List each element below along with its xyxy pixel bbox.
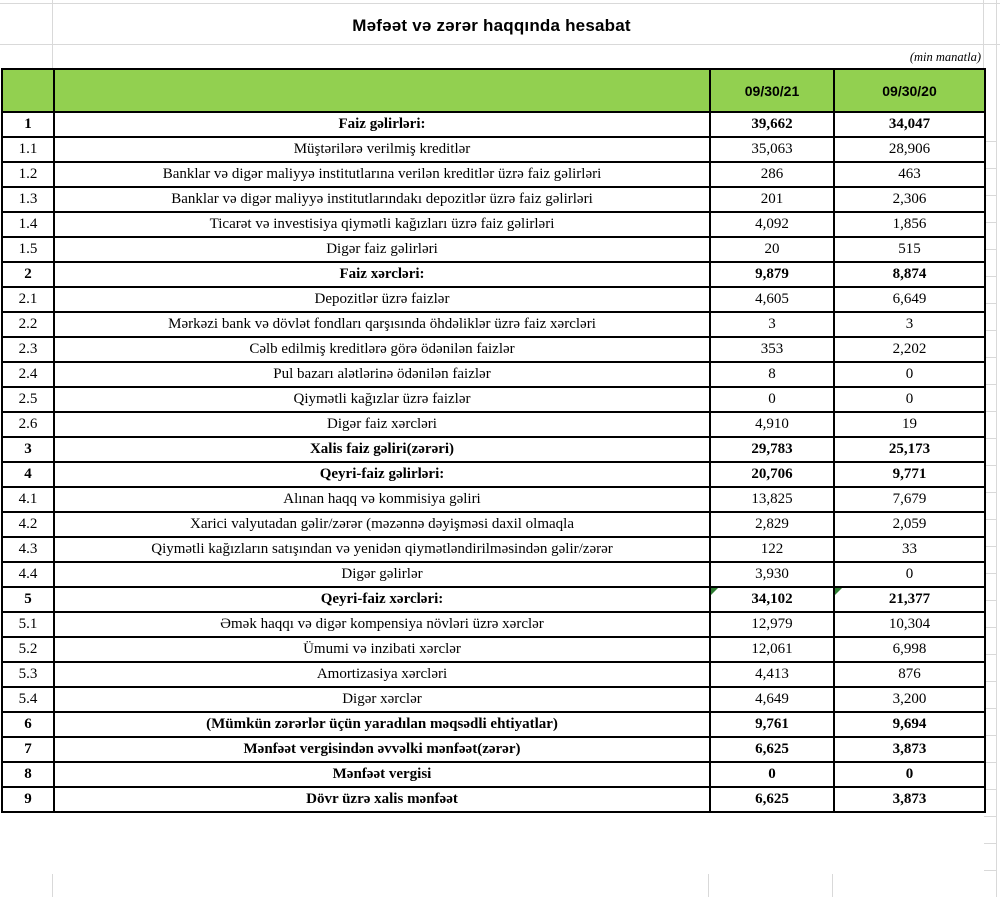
- table-row: [2, 787, 985, 812]
- row-label: Pul bazarı alətlərinə ödənilən faizlər: [273, 366, 491, 382]
- row-label: Cəlb edilmiş kreditlərə görə ödənilən faizlər: [249, 341, 515, 357]
- table-row: [2, 312, 985, 337]
- row-number-cell[interactable]: [2, 362, 54, 387]
- table-row: [2, 712, 985, 737]
- row-number-cell[interactable]: [2, 737, 54, 762]
- row-label: Amortizasiya xərcləri: [316, 666, 448, 682]
- row-value-2020-cell[interactable]: [834, 237, 985, 262]
- report-title: Məfəət və zərər haqqında hesabat: [352, 16, 631, 35]
- table-row: [2, 587, 985, 612]
- units-note: (min manatla): [909, 49, 981, 64]
- row-value-2021-cell[interactable]: [710, 137, 834, 162]
- row-number: 2: [24, 266, 32, 282]
- row-label: Xarici valyutadan gəlir/zərər (məzənnə dəyişməsi daxil olmaqla: [189, 516, 574, 532]
- table-row: [2, 612, 985, 637]
- row-number-cell[interactable]: [2, 212, 54, 237]
- row-value-2020: 3: [905, 316, 914, 332]
- row-label-cell[interactable]: [54, 437, 710, 462]
- row-value-2020-cell[interactable]: [834, 387, 985, 412]
- row-label: Qiymətli kağızların satışından və yenidən qiymətləndirilməsindən gəlir/zərər: [151, 541, 613, 557]
- row-value-2020: 33: [902, 541, 917, 557]
- header-cell-description[interactable]: [54, 69, 710, 112]
- row-label-cell[interactable]: [54, 412, 710, 437]
- row-value-2021-cell[interactable]: [710, 437, 834, 462]
- row-value-2020-cell[interactable]: [834, 437, 985, 462]
- row-number-cell[interactable]: [2, 662, 54, 687]
- row-label: Xalis faiz gəliri(zərəri): [309, 441, 455, 457]
- row-number-cell[interactable]: [2, 412, 54, 437]
- row-value-2021: 20,706: [751, 466, 793, 482]
- row-value-2020: 3,873: [892, 741, 927, 757]
- table-row: [2, 662, 985, 687]
- row-value-2021-cell[interactable]: [710, 312, 834, 337]
- row-label-cell[interactable]: [54, 262, 710, 287]
- row-number: 2.1: [18, 291, 38, 307]
- row-value-2020-cell[interactable]: [834, 187, 985, 212]
- row-label-cell[interactable]: [54, 362, 710, 387]
- table-row: [2, 437, 985, 462]
- table-row: [2, 687, 985, 712]
- row-label: Dövr üzrə xalis mənfəət: [306, 791, 458, 807]
- row-number: 1.3: [18, 191, 38, 207]
- row-value-2020: 9,694: [892, 716, 927, 732]
- row-value-2020: 515: [898, 241, 921, 257]
- row-label: Mərkəzi bank və dövlət fondları qarşısında öhdəliklər üzrə faiz xərcləri: [168, 316, 596, 332]
- table-row: [2, 537, 985, 562]
- table-row: [2, 137, 985, 162]
- gridline: [832, 874, 833, 897]
- row-label: Depozitlər üzrə faizlər: [314, 291, 450, 307]
- table-row: [2, 337, 985, 362]
- row-label-cell[interactable]: [54, 462, 710, 487]
- table-row: [2, 112, 985, 137]
- row-value-2021-cell[interactable]: [710, 262, 834, 287]
- row-value-2020-cell[interactable]: [834, 162, 985, 187]
- row-number-cell[interactable]: [2, 187, 54, 212]
- row-value-2020: 0: [905, 366, 914, 382]
- row-value-2021-cell[interactable]: [710, 187, 834, 212]
- row-value-2020-cell[interactable]: [834, 212, 985, 237]
- row-value-2021-cell[interactable]: [710, 462, 834, 487]
- row-value-2021-cell[interactable]: [710, 362, 834, 387]
- row-label-cell[interactable]: [54, 162, 710, 187]
- row-value-2021: 12,061: [751, 641, 793, 657]
- row-value-2020-cell[interactable]: [834, 312, 985, 337]
- row-value-2020-cell[interactable]: [834, 712, 985, 737]
- gridline: [52, 874, 53, 897]
- row-label-cell[interactable]: [54, 687, 710, 712]
- row-value-2021-cell[interactable]: [710, 512, 834, 537]
- row-label: Digər gəlirlər: [341, 566, 423, 582]
- row-label: Qeyri-faiz gəlirləri:: [319, 466, 445, 482]
- row-label: Banklar və digər maliyyə institutlarındakı depozitlər üzrə faiz gəlirləri: [171, 191, 593, 207]
- row-value-2020-cell[interactable]: [834, 462, 985, 487]
- cell-flag-triangle-icon: [711, 588, 718, 595]
- table-body: [2, 112, 985, 812]
- row-number-cell[interactable]: [2, 137, 54, 162]
- row-value-2020-cell[interactable]: [834, 262, 985, 287]
- row-value-2020: 21,377: [888, 591, 931, 607]
- row-value-2020: 9,771: [892, 466, 927, 482]
- row-label-cell[interactable]: [54, 762, 710, 787]
- row-value-2020: 2,059: [892, 516, 927, 532]
- row-value-2021: 0: [768, 766, 776, 782]
- row-number: 1.1: [18, 141, 38, 157]
- row-number-cell[interactable]: [2, 387, 54, 412]
- row-label: Əmək haqqı və digər kompensiya növləri üzrə xərclər: [220, 616, 544, 632]
- row-label-cell[interactable]: [54, 237, 710, 262]
- row-value-2021-cell[interactable]: [710, 162, 834, 187]
- row-value-2021: 34,102: [751, 591, 793, 607]
- row-value-2021: 4,649: [755, 691, 789, 707]
- row-number: 2.3: [18, 341, 38, 357]
- row-label-cell[interactable]: [54, 537, 710, 562]
- row-value-2021: 4,605: [755, 291, 789, 307]
- row-label: Alınan haqq və kommisiya gəliri: [283, 491, 481, 507]
- row-number: 3: [24, 441, 32, 457]
- header-cell-period-2021[interactable]: 09/30/21: [710, 69, 834, 112]
- table-row: [2, 412, 985, 437]
- row-number: 1.4: [18, 216, 38, 232]
- row-label-cell[interactable]: [54, 487, 710, 512]
- row-value-2020-cell[interactable]: [834, 337, 985, 362]
- row-value-2020: 34,047: [888, 116, 931, 132]
- table-row: [2, 237, 985, 262]
- table-row: [2, 187, 985, 212]
- gridline: [0, 3, 1000, 4]
- row-number-cell[interactable]: [2, 762, 54, 787]
- row-value-2020: 3,873: [892, 791, 927, 807]
- row-value-2021: 6,625: [755, 741, 789, 757]
- row-label-cell[interactable]: [54, 587, 710, 612]
- row-value-2021: 6,625: [755, 791, 789, 807]
- row-value-2020: 2,202: [892, 341, 927, 357]
- row-number-cell[interactable]: [2, 312, 54, 337]
- row-number: 2.2: [18, 316, 38, 332]
- row-value-2020: 3,200: [892, 691, 927, 707]
- row-label-cell[interactable]: [54, 287, 710, 312]
- row-value-2021-cell[interactable]: [710, 712, 834, 737]
- row-value-2020: 0: [905, 391, 914, 407]
- row-value-2020: 19: [902, 416, 917, 432]
- row-label: Digər xərclər: [342, 691, 422, 707]
- row-number: 1.5: [18, 241, 38, 257]
- row-value-2021-cell[interactable]: [710, 662, 834, 687]
- row-number: 4.3: [18, 541, 38, 557]
- row-number: 2.4: [18, 366, 38, 382]
- row-value-2021: 29,783: [751, 441, 793, 457]
- row-value-2020-cell[interactable]: [834, 662, 985, 687]
- row-value-2020-cell[interactable]: [834, 587, 985, 612]
- row-number: 5.2: [18, 641, 38, 657]
- row-value-2020: 6,649: [892, 291, 927, 307]
- row-number: 2.5: [18, 391, 38, 407]
- row-label: Müştərilərə verilmiş kreditlər: [293, 141, 471, 157]
- row-number: 4.1: [18, 491, 38, 507]
- row-value-2021: 9,879: [755, 266, 789, 282]
- table-row: [2, 512, 985, 537]
- row-value-2020-cell[interactable]: [834, 287, 985, 312]
- row-value-2021: 4,413: [755, 666, 789, 682]
- row-value-2021: 9,761: [755, 716, 789, 732]
- row-label: Ticarət və investisiya qiymətli kağızları üzrə faiz gəlirləri: [209, 216, 555, 232]
- table-row: [2, 362, 985, 387]
- row-value-2020: 10,304: [888, 616, 931, 632]
- row-value-2020-cell[interactable]: [834, 737, 985, 762]
- row-value-2020-cell[interactable]: [834, 362, 985, 387]
- row-value-2020-cell[interactable]: [834, 512, 985, 537]
- row-value-2020: 8,874: [892, 266, 927, 282]
- row-value-2020-cell[interactable]: [834, 412, 985, 437]
- row-value-2021: 20: [764, 241, 780, 257]
- row-value-2020-cell[interactable]: [834, 787, 985, 812]
- row-value-2020-cell[interactable]: [834, 112, 985, 137]
- row-label-cell[interactable]: [54, 387, 710, 412]
- table-row: [2, 762, 985, 787]
- row-number: 4.2: [18, 516, 38, 532]
- row-number-cell[interactable]: [2, 462, 54, 487]
- row-label-cell[interactable]: [54, 787, 710, 812]
- row-label: Mənfəət vergisi: [332, 766, 432, 782]
- row-value-2021: 201: [760, 191, 784, 207]
- row-number-cell[interactable]: [2, 587, 54, 612]
- table-row: [2, 387, 985, 412]
- row-value-2021: 4,910: [755, 416, 789, 432]
- row-number-cell[interactable]: [2, 537, 54, 562]
- row-number: 8: [24, 766, 32, 782]
- row-number-cell[interactable]: [2, 112, 54, 137]
- row-number-cell[interactable]: [2, 337, 54, 362]
- row-number: 4.4: [18, 566, 38, 582]
- row-value-2021: 3,930: [755, 566, 789, 582]
- row-value-2021: 8: [768, 366, 776, 382]
- row-value-2020: 25,173: [888, 441, 931, 457]
- row-number: 4: [24, 466, 32, 482]
- row-label-cell[interactable]: [54, 312, 710, 337]
- row-value-2021: 35,063: [751, 141, 793, 157]
- row-value-2021-cell[interactable]: [710, 587, 834, 612]
- table-row: [2, 737, 985, 762]
- row-number-cell[interactable]: [2, 487, 54, 512]
- row-number-cell[interactable]: [2, 287, 54, 312]
- row-value-2021-cell[interactable]: [710, 687, 834, 712]
- table-row: [2, 212, 985, 237]
- row-value-2021-cell[interactable]: [710, 412, 834, 437]
- gridline: [708, 874, 709, 897]
- row-label: Faiz xərcləri:: [339, 266, 425, 282]
- row-number-cell[interactable]: [2, 687, 54, 712]
- row-value-2020-cell[interactable]: [834, 637, 985, 662]
- row-value-2021-cell[interactable]: [710, 487, 834, 512]
- row-label-cell[interactable]: [54, 712, 710, 737]
- row-value-2021: 4,092: [755, 216, 789, 232]
- row-label-cell[interactable]: [54, 637, 710, 662]
- row-number: 6: [24, 716, 32, 732]
- row-label-cell[interactable]: [54, 187, 710, 212]
- row-value-2021-cell[interactable]: [710, 762, 834, 787]
- row-value-2021-cell[interactable]: [710, 537, 834, 562]
- table-row: [2, 462, 985, 487]
- table-row: [2, 487, 985, 512]
- row-label: Digər faiz xərcləri: [327, 416, 437, 432]
- row-label: Faiz gəlirləri:: [338, 116, 426, 132]
- row-value-2020-cell[interactable]: [834, 762, 985, 787]
- table-row: [2, 162, 985, 187]
- table-row: [2, 562, 985, 587]
- row-value-2020: 6,998: [892, 641, 927, 657]
- row-value-2021-cell[interactable]: [710, 337, 834, 362]
- row-value-2020: 2,306: [892, 191, 927, 207]
- table-row: [2, 262, 985, 287]
- row-label: Qeyri-faiz xərcləri:: [320, 591, 444, 607]
- row-value-2020-cell[interactable]: [834, 137, 985, 162]
- row-number: 5: [24, 591, 32, 607]
- row-value-2020-cell[interactable]: [834, 687, 985, 712]
- profit-loss-table: [1, 68, 986, 813]
- row-value-2021: 122: [760, 541, 784, 557]
- row-number-cell[interactable]: [2, 562, 54, 587]
- row-number-cell[interactable]: [2, 712, 54, 737]
- gridline: [996, 0, 997, 897]
- row-label: Ümumi və inzibati xərclər: [303, 641, 461, 657]
- row-value-2020: 1,856: [892, 216, 927, 232]
- row-value-2020: 28,906: [888, 141, 931, 157]
- cell-flag-triangle-icon: [835, 588, 842, 595]
- row-label-cell[interactable]: [54, 137, 710, 162]
- row-value-2021: 0: [768, 391, 776, 407]
- row-label: (Mümkün zərərlər üçün yaradılan məqsədli ehtiyatlar): [206, 716, 558, 732]
- row-number: 2.6: [18, 416, 38, 432]
- row-value-2020-cell[interactable]: [834, 537, 985, 562]
- row-number-cell[interactable]: [2, 162, 54, 187]
- row-value-2020: 0: [905, 566, 914, 582]
- header-cell-number[interactable]: [2, 69, 54, 112]
- row-value-2020: 876: [898, 666, 921, 682]
- row-label-cell[interactable]: [54, 662, 710, 687]
- header-row: [2, 69, 985, 112]
- row-value-2021: 3: [768, 316, 776, 332]
- row-label-cell[interactable]: [54, 562, 710, 587]
- row-label-cell[interactable]: [54, 612, 710, 637]
- row-label: Banklar və digər maliyyə institutlarına verilən kreditlər üzrə faiz gəlirləri: [162, 166, 602, 182]
- row-number: 1: [24, 116, 32, 132]
- row-value-2020: 0: [905, 766, 914, 782]
- row-value-2020-cell[interactable]: [834, 562, 985, 587]
- row-value-2021-cell[interactable]: [710, 787, 834, 812]
- row-number: 9: [24, 791, 32, 807]
- row-label-cell[interactable]: [54, 512, 710, 537]
- row-number-cell[interactable]: [2, 612, 54, 637]
- row-number: 1.2: [18, 166, 38, 182]
- row-value-2021-cell[interactable]: [710, 737, 834, 762]
- row-number: 5.3: [18, 666, 38, 682]
- row-value-2021: 39,662: [751, 116, 793, 132]
- row-label-cell[interactable]: [54, 737, 710, 762]
- row-number-cell[interactable]: [2, 437, 54, 462]
- row-number: 5.4: [18, 691, 38, 707]
- row-label-cell[interactable]: [54, 112, 710, 137]
- row-label: Qiymətli kağızlar üzrə faizlər: [293, 391, 471, 407]
- row-number-cell[interactable]: [2, 262, 54, 287]
- row-value-2021: 353: [760, 341, 784, 357]
- table-row: [2, 287, 985, 312]
- row-number-cell[interactable]: [2, 787, 54, 812]
- table-row: [2, 637, 985, 662]
- row-value-2021-cell[interactable]: [710, 637, 834, 662]
- row-label: Mənfəət vergisindən əvvəlki mənfəət(zərər): [243, 741, 521, 757]
- row-number: 5.1: [18, 616, 38, 632]
- row-value-2021-cell[interactable]: [710, 237, 834, 262]
- row-label: Digər faiz gəlirləri: [326, 241, 438, 257]
- row-number-cell[interactable]: [2, 637, 54, 662]
- row-value-2021: 13,825: [751, 491, 793, 507]
- row-value-2020-cell[interactable]: [834, 487, 985, 512]
- row-value-2020-cell[interactable]: [834, 612, 985, 637]
- header-cell-period-2020[interactable]: 09/30/20: [834, 69, 985, 112]
- row-value-2020: 463: [898, 166, 921, 182]
- row-number-cell[interactable]: [2, 512, 54, 537]
- row-number: 7: [24, 741, 32, 757]
- row-value-2021: 2,829: [755, 516, 789, 532]
- row-value-2021: 12,979: [751, 616, 793, 632]
- row-label-cell[interactable]: [54, 212, 710, 237]
- row-value-2021-cell[interactable]: [710, 112, 834, 137]
- row-value-2021-cell[interactable]: [710, 387, 834, 412]
- gridline: [0, 44, 1000, 45]
- row-label-cell[interactable]: [54, 337, 710, 362]
- gridline: [983, 0, 984, 68]
- row-number-cell[interactable]: [2, 237, 54, 262]
- row-value-2021-cell[interactable]: [710, 212, 834, 237]
- row-value-2021-cell[interactable]: [710, 287, 834, 312]
- row-value-2021-cell[interactable]: [710, 562, 834, 587]
- row-value-2021-cell[interactable]: [710, 612, 834, 637]
- row-value-2021: 286: [760, 166, 784, 182]
- row-value-2020: 7,679: [892, 491, 927, 507]
